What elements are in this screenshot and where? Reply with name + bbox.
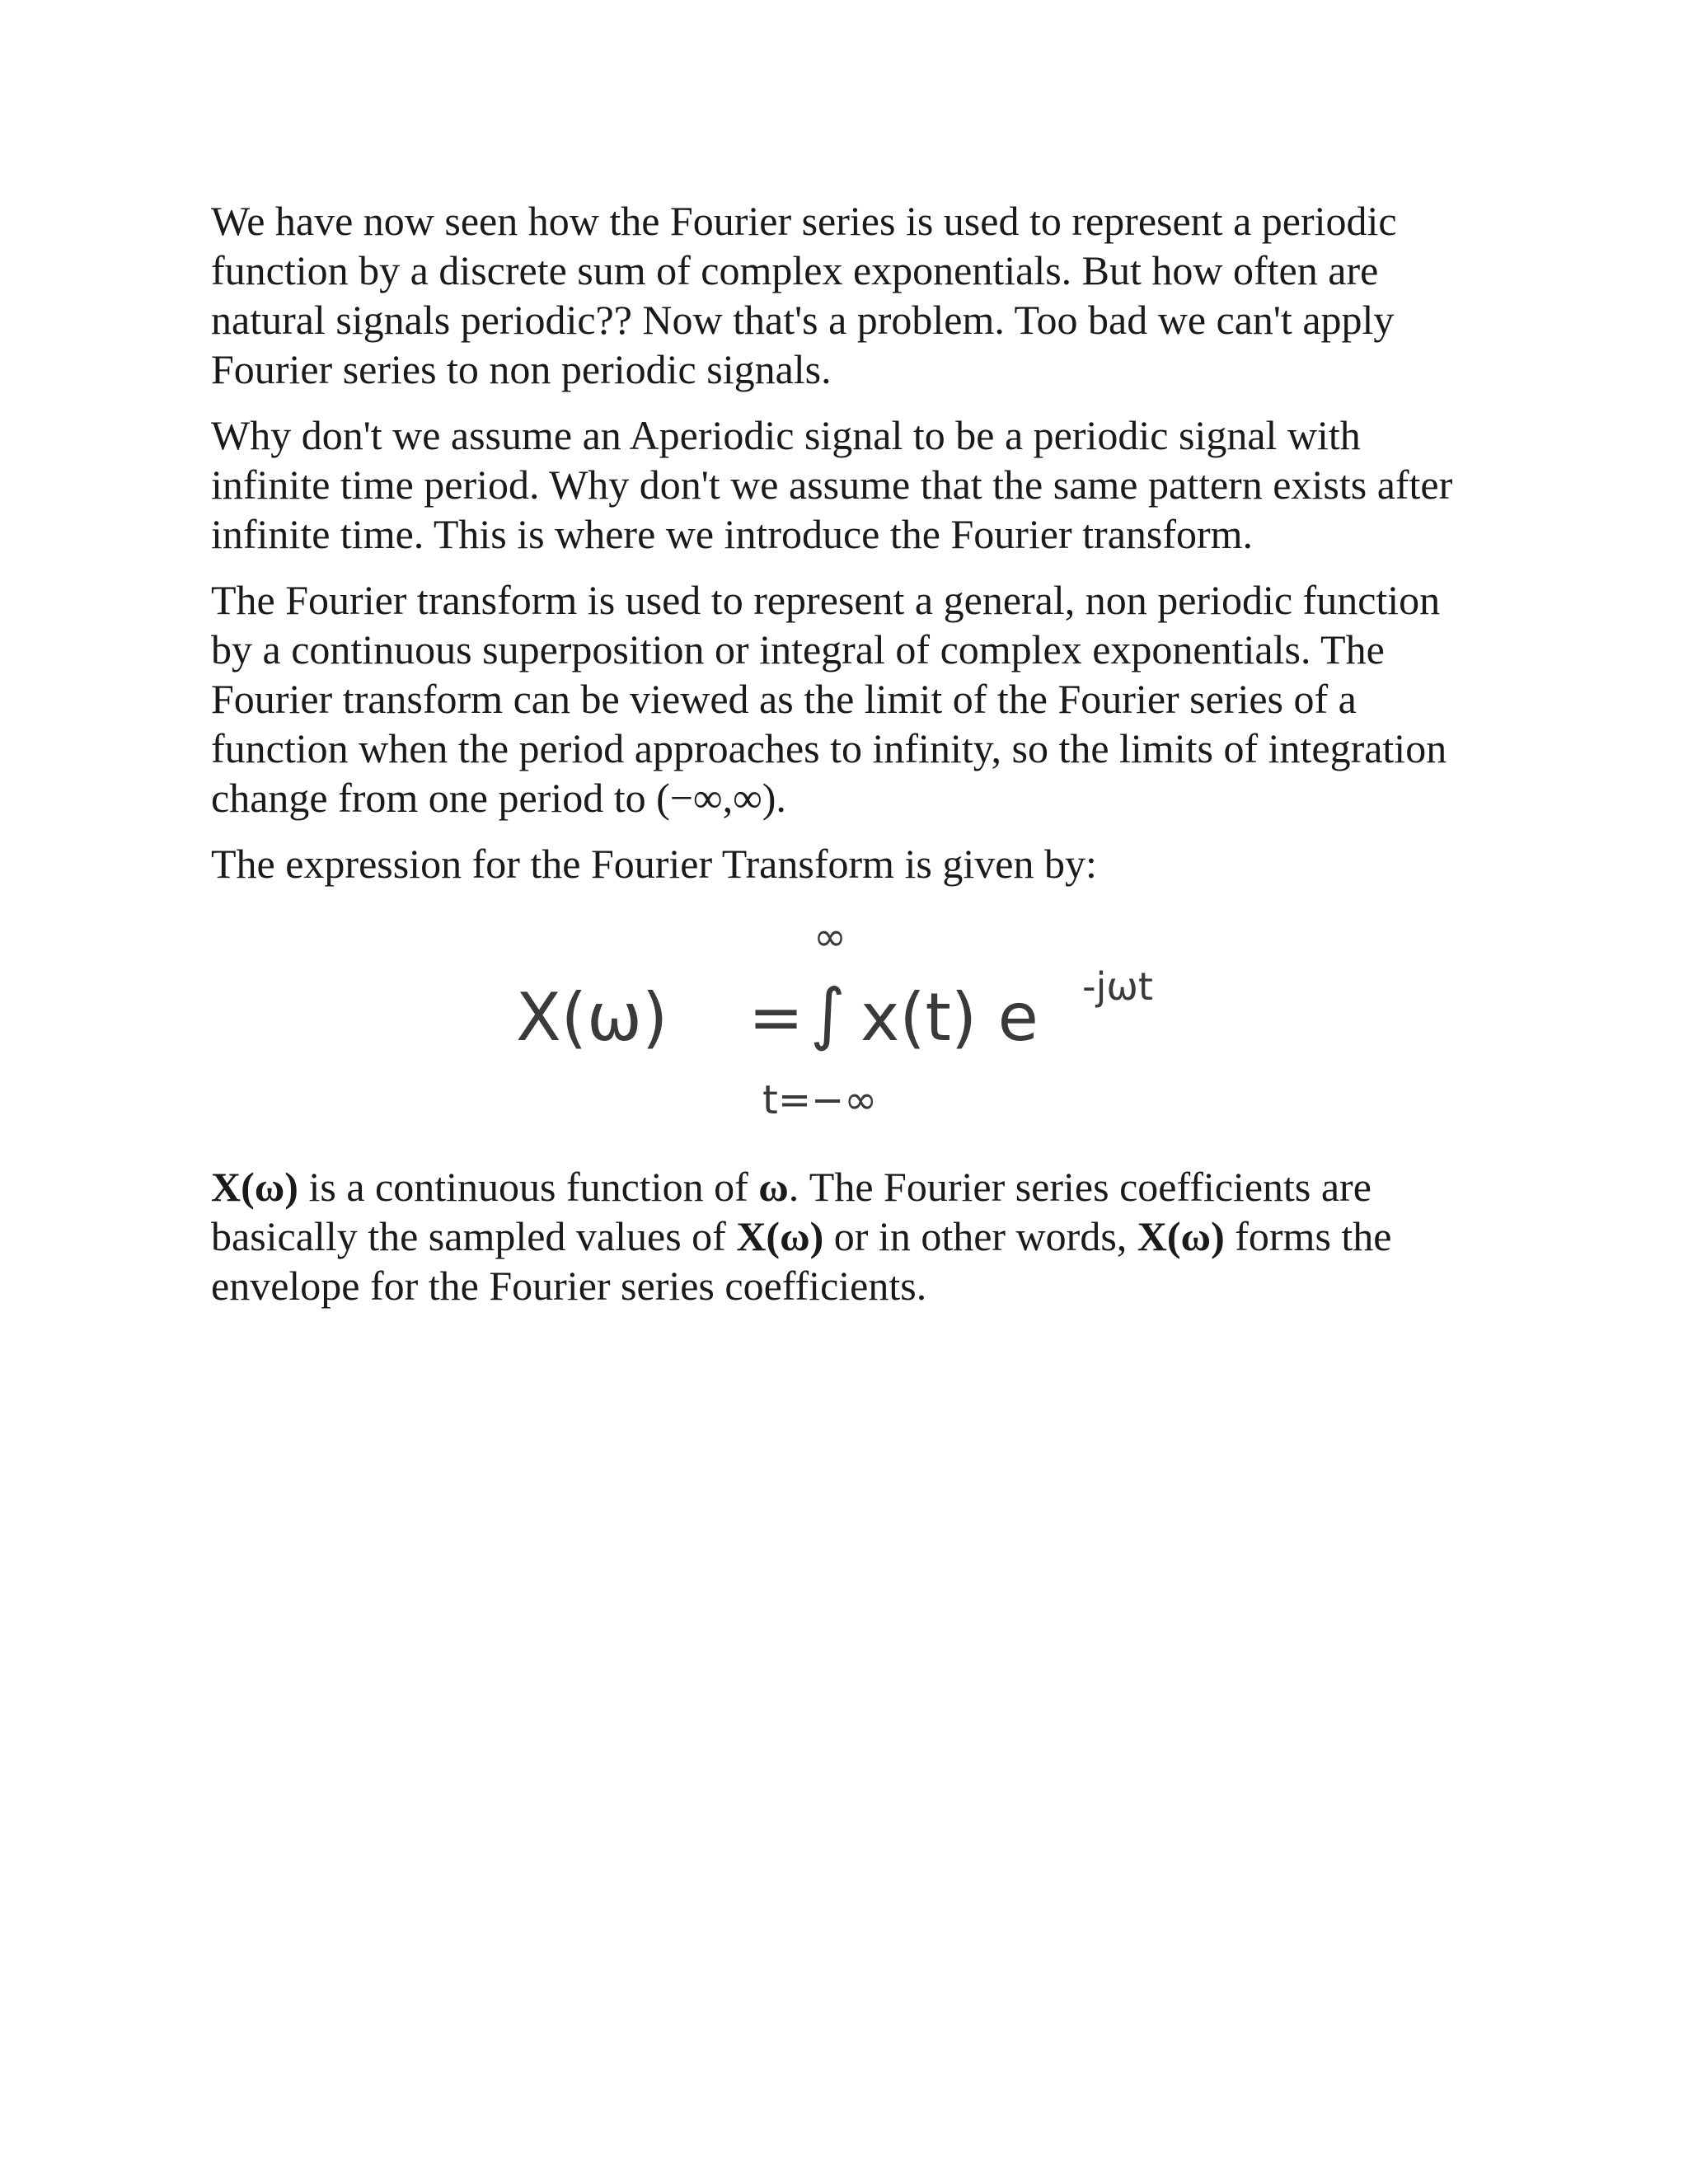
text-line: Fourier series to non periodic signals. — [211, 346, 832, 392]
bold-term: ω — [758, 1164, 789, 1210]
text-line: change from one period to (−∞,∞). — [211, 775, 786, 821]
text-line — [211, 1212, 1497, 1261]
paragraph-intro — [211, 196, 1497, 394]
text-line: Why don't we assume an Aperiodic signal to be a periodic signal with — [211, 412, 1361, 458]
text-line: The expression for the Fourier Transform is given by: — [211, 841, 1097, 887]
bold-term: X(ω) — [211, 1164, 298, 1210]
upper-limit: ∞ — [814, 914, 846, 960]
fourier-transform-equation — [211, 892, 1497, 1137]
text-line: function by a discrete sum of complex exponentials. But how often are — [211, 247, 1379, 293]
text-line: by a continuous superposition or integral of complex exponentials. The — [211, 626, 1385, 673]
text-line — [211, 1261, 1497, 1310]
paragraph-closing — [211, 1162, 1497, 1310]
paragraph-definition — [211, 575, 1497, 823]
text-line: We have now seen how the Fourier series is used to represent a periodic — [211, 198, 1397, 244]
text-run: basically the sampled values of — [211, 1213, 737, 1259]
text-line: natural signals periodic?? Now that's a problem. Too bad we can't apply — [211, 297, 1395, 343]
text-run: . The Fourier series coefficients are — [788, 1164, 1372, 1210]
equation-integrand: x(t) e — [860, 979, 1039, 1056]
bold-term: X(ω) — [1137, 1213, 1225, 1259]
paragraph-aperiodic — [211, 410, 1497, 559]
equals-sign: = — [748, 979, 804, 1056]
text-run: is a continuous function of — [298, 1164, 759, 1210]
text-line: infinite time period. Why don't we assume that the same pattern exists after — [211, 462, 1453, 508]
lower-limit: t=−∞ — [762, 1077, 878, 1123]
text-line: The Fourier transform is used to represent a general, non periodic function — [211, 577, 1441, 623]
equation-exponent: -jωt — [1082, 964, 1153, 1009]
text-run: envelope for the Fourier series coefficients. — [211, 1263, 927, 1309]
text-line — [211, 1162, 1497, 1212]
document-body — [211, 196, 1497, 1327]
equation-lhs: X(ω) — [516, 979, 668, 1056]
text-run: forms the — [1224, 1213, 1392, 1259]
text-line: function when the period approaches to infinity, so the limits of integration — [211, 725, 1447, 771]
integral-sign: ∫ — [810, 975, 846, 1053]
text-line: infinite time. This is where we introduce the Fourier transform. — [211, 511, 1254, 557]
text-run: or in other words, — [823, 1213, 1137, 1259]
text-line: Fourier transform can be viewed as the limit of the Fourier series of a — [211, 676, 1357, 722]
paragraph-expression-intro — [211, 839, 1497, 888]
bold-term: X(ω) — [736, 1213, 824, 1259]
